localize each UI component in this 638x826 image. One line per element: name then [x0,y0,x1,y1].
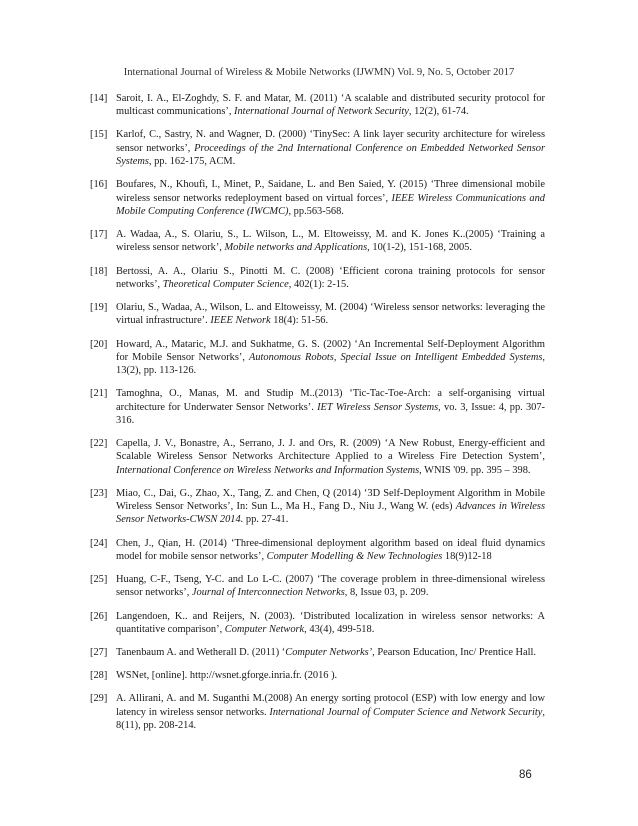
reference-details: , WNIS '09. pp. 395 – 398. [419,464,531,476]
reference-authors-title: Howard, A., Mataric, M.J. and Sukhatme, G. S. (2002) ‘An Incremental Self-Deployment Algorithm for Mobile Sensor Networks’, [116,338,545,363]
reference-number: [14] [90,93,108,104]
reference-text [116,611,545,635]
reference-text [116,647,536,658]
reference-number: [19] [90,302,108,314]
reference-details: pp. 27-41. [243,514,289,526]
reference-entry [90,537,545,564]
reference-text [116,670,337,681]
reference-details: , 8(11), pp. 208-214. [116,706,545,732]
page-number: 86 [519,769,532,781]
reference-authors-title: Huang, C-F., Tseng, Y-C. and Lo L-C. (2007) ‘The coverage problem in three-dimensional wireless sensor networks’, [116,574,545,599]
reference-authors-title: Tamoghna, O., Manas, M. and Studip M..(2013) ‘Tic-Tac-Toe-Arch: a self-organising virtual architecture for Underwater Sensor Networks’. [116,388,545,413]
reference-venue: Computer Modelling & New Technologies [266,550,443,562]
reference-authors-title: Langendoen, K.. and Reijers, N. (2003). ‘Distributed localization in wireless sensor networks: A quantitative comparison’, [116,610,545,635]
reference-text [116,339,545,377]
reference-number: [23] [90,487,108,499]
reference-details: , 12(2), 61-74. [408,106,469,118]
reference-details: , 8, Issue 03, p. 209. [344,587,429,599]
reference-venue: Theoretical Computer Science [162,278,289,290]
reference-number: [28] [90,670,108,682]
reference-entry [90,265,545,292]
reference-entry [90,487,545,527]
reference-entry [90,610,545,637]
reference-details: , 43(4), 499-518. [304,623,375,635]
reference-venue: IET Wireless Sensor Systems, [317,401,441,413]
reference-venue: Computer Network [224,623,305,635]
reference-number: [29] [90,693,108,705]
reference-venue: Advances in Wireless Sensor Networks-CWSN 2014. [116,501,546,526]
reference-venue: Journal of Interconnection Networks [191,587,345,599]
reference-number: [21] [90,388,108,400]
reference-entry [90,437,545,477]
running-header: International Journal of Wireless & Mobile Networks (IJWMN) Vol. 9, No. 5, October 2017 [123,67,515,78]
reference-text [116,693,545,731]
reference-details: , Pearson Education, Inc/ Prentice Hall. [372,647,537,659]
reference-details: 18(9)12-18 [442,550,492,562]
reference-details: pp.563-568. [291,205,344,217]
reference-venue: Proceedings of the 2nd International Conference on Embedded Networked Sensor Systems [116,142,545,168]
reference-entry [90,692,545,732]
reference-authors-title: Karlof, C., Sastry, N. and Wagner, D. (2000) ‘TinySec: A link layer security architecture for wireless sensor networks’, [116,129,545,154]
reference-authors-title: WSNet, [online]. http://wsnet.gforge.inria.fr. (2016 ). [116,670,338,682]
reference-venue: IEEE Network [210,315,271,327]
reference-text [116,538,545,562]
reference-details: , 402(1): 2-15. [288,278,349,290]
reference-number: [25] [90,574,108,586]
reference-details: vo. 3, Issue: 4, pp. 307-316. [116,401,546,426]
reference-venue: International Conference on Wireless Networks and Information Systems [116,464,420,476]
reference-text [116,488,545,526]
reference-venue: IEEE Wireless Communications and Mobile Computing Conference (IWCMC), [116,192,545,217]
reference-authors-title: A. Allirani, A. and M. Suganthi M.(2008) An energy sorting protocol (ESP) with low energy and low latency in wireless sensor networks. [116,693,545,718]
reference-list [90,92,545,742]
reference-authors-title: Miao, C., Dai, G., Zhao, X., Tang, Z. and Chen, Q (2014) ‘3D Self-Deployment Algorithm in Mobile Wireless Sensor Networks’, In: Sun L., Ma H., Fang D., Niu J., Wang W. (eds) [116,487,545,513]
reference-venue: International Journal of Computer Science and Network Security [269,706,543,718]
reference-text [116,266,545,290]
reference-number: [20] [90,338,108,350]
reference-number: [27] [90,647,108,659]
reference-number: [15] [90,129,108,141]
reference-venue: Mobile networks and Applications, [224,242,370,254]
reference-venue: Computer Networks’ [285,647,373,659]
reference-details: 13(2), pp. 113-126. [116,365,197,377]
reference-number: [26] [90,610,108,622]
reference-entry [90,646,545,659]
reference-text [116,302,545,326]
reference-entry [90,669,545,682]
reference-authors-title: A. Wadaa, A., S. Olariu, S., L. Wilson, L., M. Eltoweissy, M. and K. Jones K..(2005) ‘Training a wireless sensor network’, [116,229,545,254]
reference-authors-title: Tanenbaum A. and Wetherall D. (2011) ‘ [116,647,286,659]
reference-entry [90,387,545,427]
reference-entry [90,301,545,328]
reference-authors-title: Bertossi, A. A., Olariu S., Pinotti M. C. (2008) ‘Efficient corona training protocols for sensor networks’, [116,265,545,290]
reference-details: 10(1-2), 151-168, 2005. [369,242,472,254]
reference-number: [16] [90,179,108,191]
reference-number: [17] [90,229,108,241]
reference-entry [90,178,545,218]
reference-authors-title: Capella, J. V., Bonastre, A., Serrano, J. J. and Ors, R. (2009) ‘A New Robust, Energy-efficient and Scalable Wireless Sensor Networks Architecture Applied to a Wireless Fire Detection System’, [116,438,545,463]
reference-text [116,93,545,117]
reference-entry [90,228,545,255]
reference-number: [22] [90,438,108,450]
reference-details: , pp. 162-175, ACM. [148,156,236,168]
reference-text [116,388,545,426]
reference-number: [24] [90,537,108,549]
reference-entry [90,573,545,600]
reference-details: 18(4): 51-56. [270,315,329,327]
reference-authors-title: Saroit, I. A., El-Zoghdy, S. F. and Matar, M. (2011) ‘A scalable and distributed security protocol for multicast communications’, [116,93,545,118]
reference-text [116,574,545,598]
reference-venue: Autonomous Robots, Special Issue on Intelligent Embedded Systems, [249,351,546,363]
reference-text [116,129,545,167]
reference-entry [90,92,545,119]
reference-number: [18] [90,265,108,277]
reference-authors-title: Boufares, N., Khoufi, I., Minet, P., Saidane, L. and Ben Saied, Y. (2015) ‘Three dimensional mobile wireless sensor networks redeployment based on virtual forces’, [116,179,545,204]
reference-text [116,229,545,253]
reference-text [116,438,545,476]
reference-entry [90,338,545,378]
reference-text [116,179,545,217]
reference-authors-title: Olariu, S., Wadaa, A., Wilson, L. and Eltoweissy, M. (2004) ‘Wireless sensor networks: leveraging the virtual infrastructure’. [116,302,545,327]
reference-authors-title: Chen, J., Qian, H. (2014) ‘Three-dimensional deployment algorithm based on ideal fluid dynamics model for mobile sensor networks’, [116,537,545,562]
reference-venue: International Journal of Network Security [234,106,409,118]
reference-entry [90,128,545,168]
